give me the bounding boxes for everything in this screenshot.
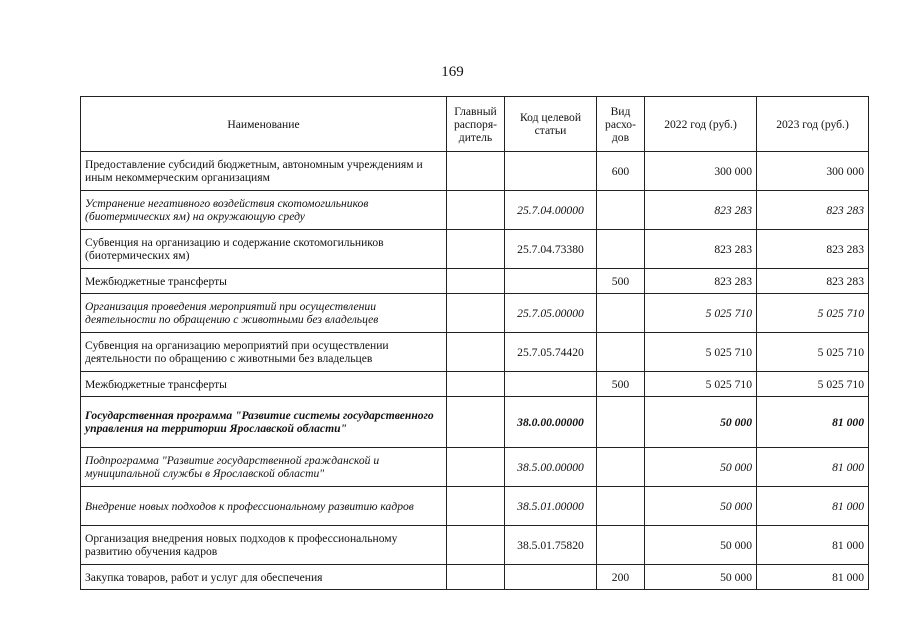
row-admin [447, 565, 505, 590]
row-name: Внедрение новых подходов к профессиональному развитию кадров [81, 487, 447, 526]
row-code [505, 152, 597, 191]
row-code [505, 372, 597, 397]
row-admin [447, 448, 505, 487]
table-row [81, 269, 869, 294]
row-2023: 81 000 [757, 487, 869, 526]
row-code: 25.7.04.73380 [505, 230, 597, 269]
row-2022: 5 025 710 [645, 372, 757, 397]
table-row [81, 191, 869, 230]
row-kind [597, 333, 645, 372]
table-row [81, 152, 869, 191]
table-row [81, 448, 869, 487]
row-admin [447, 191, 505, 230]
row-admin [447, 294, 505, 333]
row-code: 38.5.01.00000 [505, 487, 597, 526]
row-2023: 823 283 [757, 191, 869, 230]
row-kind [597, 526, 645, 565]
row-2022: 823 283 [645, 230, 757, 269]
table-header-row [81, 97, 869, 152]
table-row [81, 294, 869, 333]
row-2023: 81 000 [757, 448, 869, 487]
row-code: 38.5.01.75820 [505, 526, 597, 565]
row-2023: 81 000 [757, 526, 869, 565]
row-code: 25.7.05.74420 [505, 333, 597, 372]
row-name: Организация внедрения новых подходов к профессиональному развитию обучения кадров [81, 526, 447, 565]
row-name: Субвенция на организацию и содержание скотомогильников (биотермических ям) [81, 230, 447, 269]
row-2023: 823 283 [757, 230, 869, 269]
page-number: 169 [441, 64, 464, 80]
row-code: 25.7.05.00000 [505, 294, 597, 333]
row-admin [447, 526, 505, 565]
header-code: Код целевой статьи [505, 97, 597, 152]
row-admin [447, 152, 505, 191]
table-row [81, 230, 869, 269]
row-code: 25.7.04.00000 [505, 191, 597, 230]
row-admin [447, 333, 505, 372]
row-kind: 500 [597, 269, 645, 294]
row-admin [447, 372, 505, 397]
row-2023: 81 000 [757, 397, 869, 448]
row-2022: 50 000 [645, 487, 757, 526]
row-code [505, 269, 597, 294]
row-kind: 500 [597, 372, 645, 397]
row-2022: 5 025 710 [645, 294, 757, 333]
row-2022: 823 283 [645, 269, 757, 294]
row-name: Субвенция на организацию мероприятий при осуществлении деятельности по обращению с животными без владельцев [81, 333, 447, 372]
table-row [81, 397, 869, 448]
row-2022: 5 025 710 [645, 333, 757, 372]
row-kind [597, 191, 645, 230]
row-name: Государственная программа "Развитие системы государственного управления на территории Ярославской области" [81, 397, 447, 448]
row-2022: 50 000 [645, 565, 757, 590]
header-kind: Вид расхо-дов [597, 97, 645, 152]
row-name: Закупка товаров, работ и услуг для обеспечения [81, 565, 447, 590]
row-kind [597, 230, 645, 269]
row-name: Организация проведения мероприятий при осуществлении деятельности по обращению с животными без владельцев [81, 294, 447, 333]
row-2022: 50 000 [645, 448, 757, 487]
row-code [505, 565, 597, 590]
row-2023: 5 025 710 [757, 333, 869, 372]
header-name: Наименование [81, 97, 447, 152]
budget-table [80, 96, 869, 590]
row-name: Устранение негативного воздействия скотомогильников (биотермических ям) на окружающую среду [81, 191, 447, 230]
row-admin [447, 269, 505, 294]
row-kind [597, 487, 645, 526]
row-name: Предоставление субсидий бюджетным, автономным учреждениям и иным некоммерческим организациям [81, 152, 447, 191]
row-name: Межбюджетные трансферты [81, 269, 447, 294]
row-2023: 81 000 [757, 565, 869, 590]
row-kind: 600 [597, 152, 645, 191]
table-row [81, 333, 869, 372]
row-code: 38.0.00.00000 [505, 397, 597, 448]
row-2023: 5 025 710 [757, 372, 869, 397]
row-kind [597, 294, 645, 333]
row-kind: 200 [597, 565, 645, 590]
row-2022: 823 283 [645, 191, 757, 230]
row-2023: 5 025 710 [757, 294, 869, 333]
row-name: Подпрограмма "Развитие государственной гражданской и муниципальной службы в Ярославской области" [81, 448, 447, 487]
row-admin [447, 487, 505, 526]
table-row [81, 565, 869, 590]
header-admin: Главный распоря-дитель [447, 97, 505, 152]
table-row [81, 372, 869, 397]
row-2022: 50 000 [645, 397, 757, 448]
row-2023: 823 283 [757, 269, 869, 294]
row-name: Межбюджетные трансферты [81, 372, 447, 397]
table-row [81, 487, 869, 526]
table-row [81, 526, 869, 565]
row-admin [447, 230, 505, 269]
header-2023: 2023 год (руб.) [757, 97, 869, 152]
row-kind [597, 397, 645, 448]
row-2022: 300 000 [645, 152, 757, 191]
row-2023: 300 000 [757, 152, 869, 191]
header-2022: 2022 год (руб.) [645, 97, 757, 152]
row-kind [597, 448, 645, 487]
row-admin [447, 397, 505, 448]
row-code: 38.5.00.00000 [505, 448, 597, 487]
row-2022: 50 000 [645, 526, 757, 565]
